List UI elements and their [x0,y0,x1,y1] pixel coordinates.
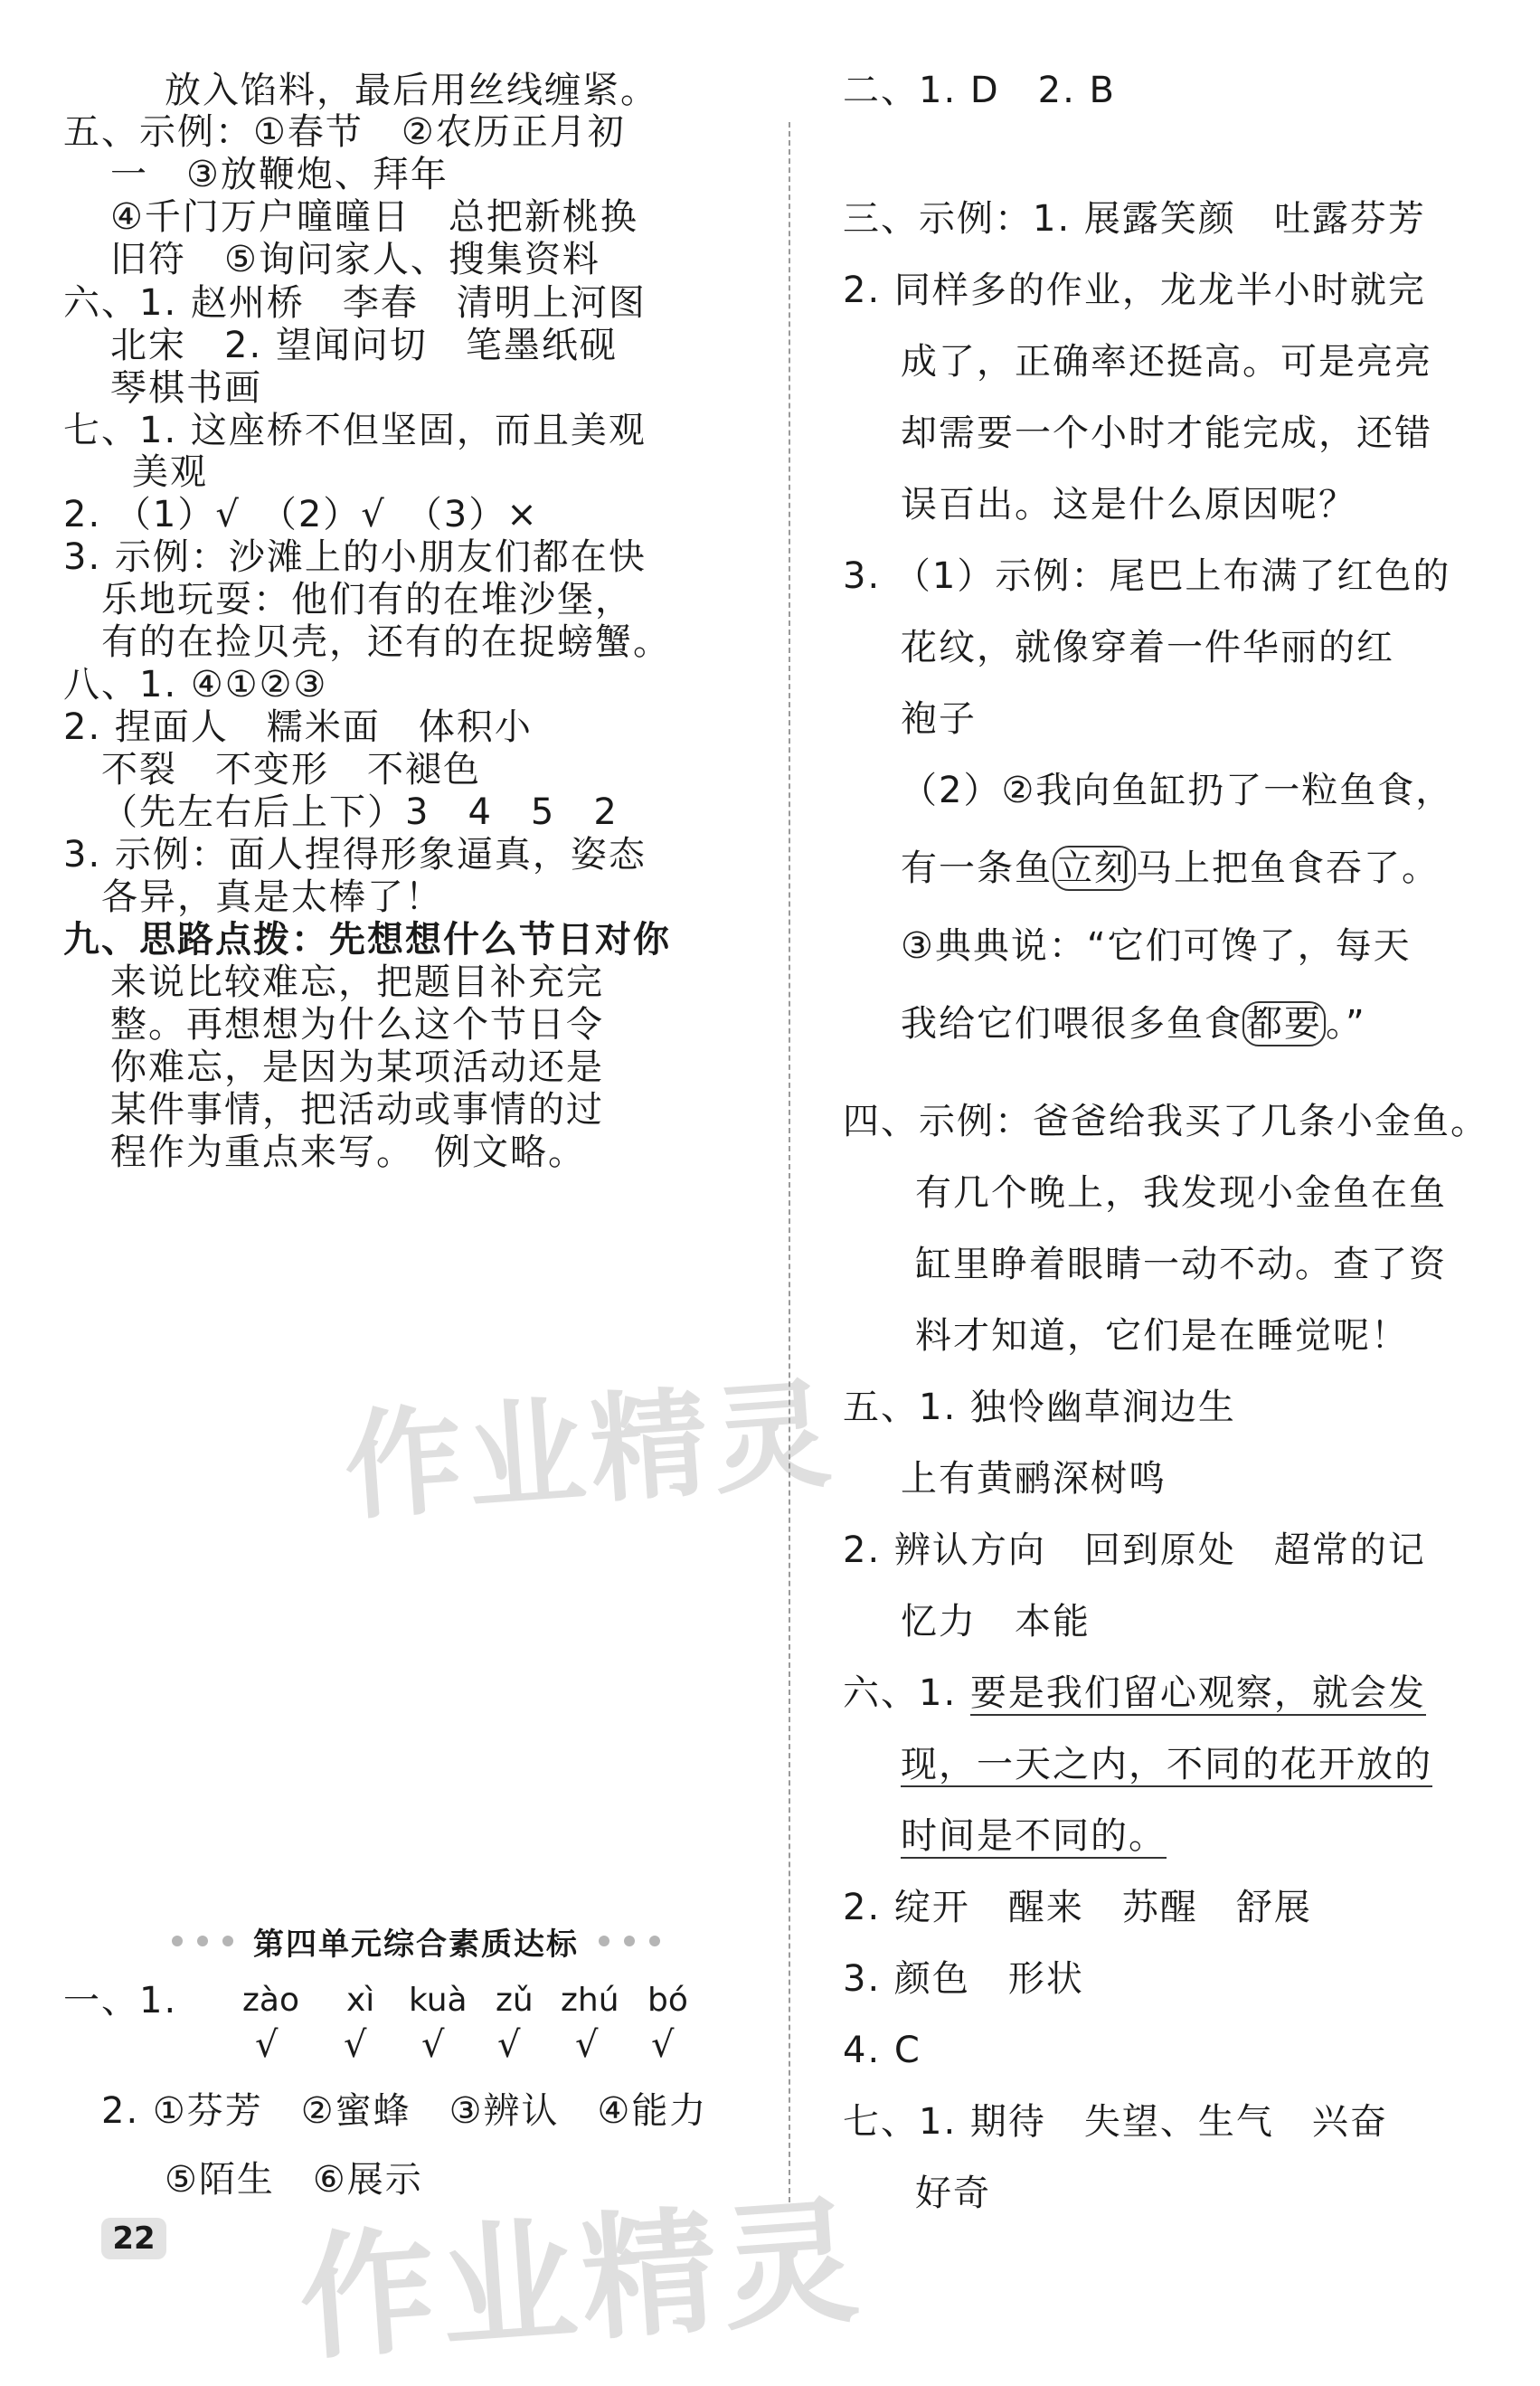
underlined-text: 时间是不同的。 [901,1815,1167,1857]
answer-line: 七、1. 期待 失望、生气 兴奋 [843,2101,1388,2143]
answer-line: 整。再想想为什么这个节日令 [110,1004,604,1046]
answer-line: 五、示例：①春节 ②农历正月初 [63,111,626,153]
pinyin: zǔ [496,1982,534,2019]
answer-line: （2）②我向鱼缸扔了一粒鱼食， [901,770,1454,811]
answer-line: 七、1. 这座桥不但坚固，而且美观 [63,410,647,451]
answer-line: 不裂 不变形 不褪色 [101,749,481,791]
answer-line: 2. ①芬芳 ②蜜蜂 ③辨认 ④能力 [101,2090,708,2132]
edit-line [901,843,1440,894]
answer-line: 乐地玩耍：他们有的在堆沙堡， [101,579,633,620]
check-mark: √ [255,2024,279,2066]
answer-line: ⑤陌生 ⑥展示 [165,2159,423,2201]
check-mark: √ [497,2024,521,2066]
answer-line [901,1811,1167,1861]
page-number: 22 [101,2218,166,2259]
answer-line: 你难忘，是因为某项活动还是 [110,1046,604,1088]
answer-line: 2. 捏面人 糯米面 体积小 [63,706,533,748]
pinyin: zào [242,1982,299,2019]
answer-line: ④千门万户曈曈日 总把新桃换 [110,196,638,238]
underlined-text: 现，一天之内，不同的花开放的 [901,1744,1432,1785]
pinyin: xì [346,1982,375,2019]
check-mark: √ [575,2024,599,2066]
answer-line: 忆力 本能 [901,1601,1091,1643]
decor-dots [599,1936,660,1946]
answer-line: 北宋 2. 望闻问切 笔墨纸砚 [110,325,618,366]
column-divider [789,122,790,2202]
edit-text: 有一条鱼 [901,847,1053,889]
answer-line [901,1739,1432,1790]
answer-line: 3. 示例：面人捏得形象逼真，姿态 [63,834,647,876]
edit-text: 马上把鱼食吞了。 [1136,847,1440,889]
answer-line: 却需要一个小时才能完成，还错 [901,412,1432,454]
answer-line: 料才知道，它们是在睡觉呢！ [915,1315,1409,1357]
answer-line: 袍子 [901,698,977,740]
answer-line: 二、1. D 2. B [843,70,1116,111]
answer-line: 各异，真是太棒了！ [101,876,443,918]
edit-line [901,999,1366,1049]
answer-line: 有的在捡贝壳，还有的在捉螃蟹。 [101,621,671,663]
question-label: 六、1. [843,1672,970,1714]
section-title [145,1916,687,1966]
correction-mark: 立刻 [1053,846,1136,891]
answer-line: 琴棋书画 [110,367,262,409]
pinyin: kuà [409,1982,468,2019]
answer-line: 美观 [132,451,208,493]
answer-line: 三、示例：1. 展露笑颜 吐露芬芳 [843,198,1426,240]
answer-line: 一 ③放鞭炮、拜年 [110,154,449,195]
answer-line: 花纹，就像穿着一件华丽的红 [901,627,1394,668]
answer-line: 放入馅料，最后用丝线缠紧。 [165,70,658,111]
check-mark: √ [421,2024,445,2066]
check-mark: √ [344,2024,367,2066]
answer-line: 九、思路点拨：先想想什么节日对你 [63,919,671,961]
answer-line [843,1668,1426,1718]
answer-line: 四、示例：爸爸给我买了几条小金鱼。 [843,1101,1488,1142]
answer-line: 误百出。这是什么原因呢？ [901,484,1356,525]
answer-line: 4. C [843,2030,921,2071]
answer-line: 程作为重点来写。 例文略。 [110,1131,586,1173]
edit-line: ③典典说：“它们可馋了，每天 [901,925,1412,967]
answer-line: 六、1. 赵州桥 李春 清明上河图 [63,282,647,324]
answer-line: 成了，正确率还挺高。可是亮亮 [901,341,1432,383]
pinyin: bó [647,1982,688,2019]
watermark: 作业精灵 [294,2182,869,2380]
answer-line: 好奇 [915,2173,991,2214]
answer-line: 2. 辨认方向 回到原处 超常的记 [843,1529,1426,1571]
decor-dots [172,1936,233,1946]
section-title-text: 第四单元综合素质达标 [253,1926,579,1963]
answer-line: 2. （1）√ （2）√ （3）× [63,494,539,535]
answer-line: 上有黄鹂深树鸣 [901,1458,1167,1500]
pinyin: zhú [561,1982,619,2019]
answer-line: 来说比较难忘，把题目补充完 [110,961,604,1003]
answer-line: 有几个晚上，我发现小金鱼在鱼 [915,1172,1447,1214]
answer-line: 3. 颜色 形状 [843,1958,1084,2000]
answer-line: 3. （1）示例：尾巴上布满了红色的 [843,555,1451,597]
answer-line: 五、1. 独怜幽草涧边生 [843,1387,1236,1428]
answer-line: 某件事情，把活动或事情的过 [110,1089,604,1131]
underlined-text: 要是我们留心观察，就会发 [969,1672,1426,1714]
check-mark: √ [651,2024,675,2066]
answer-line: （先左右后上下）3 4 5 2 [101,791,619,833]
correction-mark: 都要 [1242,1001,1326,1046]
answer-line: 缸里睁着眼睛一动不动。查了资 [915,1244,1447,1285]
watermark: 作业精灵 [340,1365,841,1537]
question-label: 一、1. [63,1980,178,2021]
answer-line: 2. 绽开 醒来 苏醒 舒展 [843,1887,1312,1928]
answer-line: 旧符 ⑤询问家人、搜集资料 [110,239,600,280]
edit-text: 。” [1326,1003,1366,1045]
edit-text: 我给它们喂很多鱼食 [901,1003,1242,1045]
answer-line: 3. 示例：沙滩上的小朋友们都在快 [63,536,647,578]
answer-line: 八、1. ④①②③ [63,664,328,705]
answer-line: 2. 同样多的作业，龙龙半小时就完 [843,270,1426,311]
